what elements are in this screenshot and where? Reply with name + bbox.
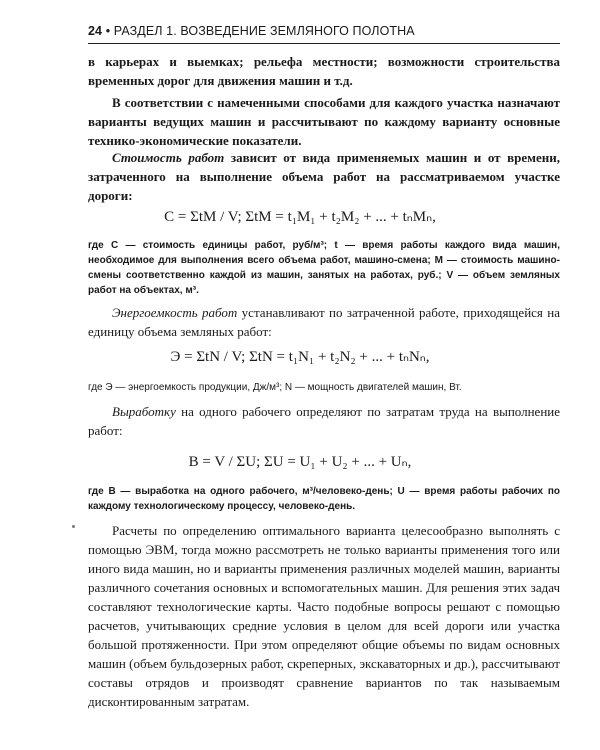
note-energy: где Э — энергоемкость продукции, Дж/м³; N — мощность двигателей машин, Вт. (88, 382, 462, 393)
formula-energy: Э = ΣtN / V; ΣtN = t₁N₁ + t₂N₂ + ... + tₙNₙ, (170, 349, 430, 365)
paragraph-energy-text: устанавливают по затраченной работе, приходящейся на единицу объема земляных работ: (88, 305, 560, 339)
header-rule (88, 43, 560, 44)
paragraph-variants: В соответствии с намеченными способами для каждого участка назначают варианты ведущих машин и рассчитывают по каждому варианту основные технико-экономические показатели. (88, 95, 560, 148)
page-number: 24 (88, 24, 103, 38)
header-bullet: • (105, 24, 111, 38)
paragraph-calculations: Расчеты по определению оптимального варианта целесообразно выполнять с помощью ЭВМ, тогда можно рассмотреть не только варианты применения того или иного вида машин, но и варианты применения различных моделей машин, варианты различного сочетания основных и вспомогательных машин. Для решения этих задач составляют технологические карты. Часто подобные вопросы решают с помощью расчетов, учитывающих средние условия в целом для всей дороги или участка большой протяженности. При этом определяют общие объемы по видам основных машин (объем бульдозерных работ, скреперных, экскаваторных и др.), рассчитывают составы отрядов и производят сравнение вариантов по так называемым дисконтированным затратам. (88, 523, 560, 709)
paragraph-cost-text: зависит от вида применяемых машин и от времени, затраченного на выполнение объема работ на рассматриваемом участке дороги: (88, 150, 560, 203)
paragraph-output (88, 402, 560, 440)
formula-output: B = V / ΣU; ΣU = U₁ + U₂ + ... + Uₙ, (188, 454, 412, 470)
paragraph-output-text: на одного рабочего определяют по затратам труда на выполнение работ: (88, 404, 560, 438)
paragraph-continuation: в карьерах и выемках; рельефа местности; возможности строительства временных дорог для движения машин и т.д. (88, 54, 560, 88)
term-output: Выработку (112, 404, 176, 419)
paragraph-cost (88, 148, 560, 205)
term-cost: Стоимость работ (112, 150, 225, 165)
section-title: РАЗДЕЛ 1. ВОЗВЕДЕНИЕ ЗЕМЛЯНОГО ПОЛОТНА (113, 24, 415, 38)
note-cost: где С — стоимость единицы работ, руб/м³; t — время работы каждого вида машин, необходимое для выполнения всего объема работ, машино-смена; M — стоимость машино-смены соответственно каждой из машин, занятых на работах, руб.; V — объем земляных работ на объектах, м³. (88, 240, 560, 296)
formula-cost: C = ΣtM / V; ΣtM = t₁M₁ + t₂M₂ + ... + tₙMₙ, (164, 209, 436, 225)
margin-mark (72, 525, 75, 528)
running-header (88, 24, 560, 38)
term-energy: Энергоемкость работ (112, 305, 238, 320)
paragraph-energy (88, 303, 560, 341)
note-output: где B — выработка на одного рабочего, м³/человеко-день; U — время работы рабочих по каждому технологическому процессу, человеко-день. (88, 486, 560, 512)
